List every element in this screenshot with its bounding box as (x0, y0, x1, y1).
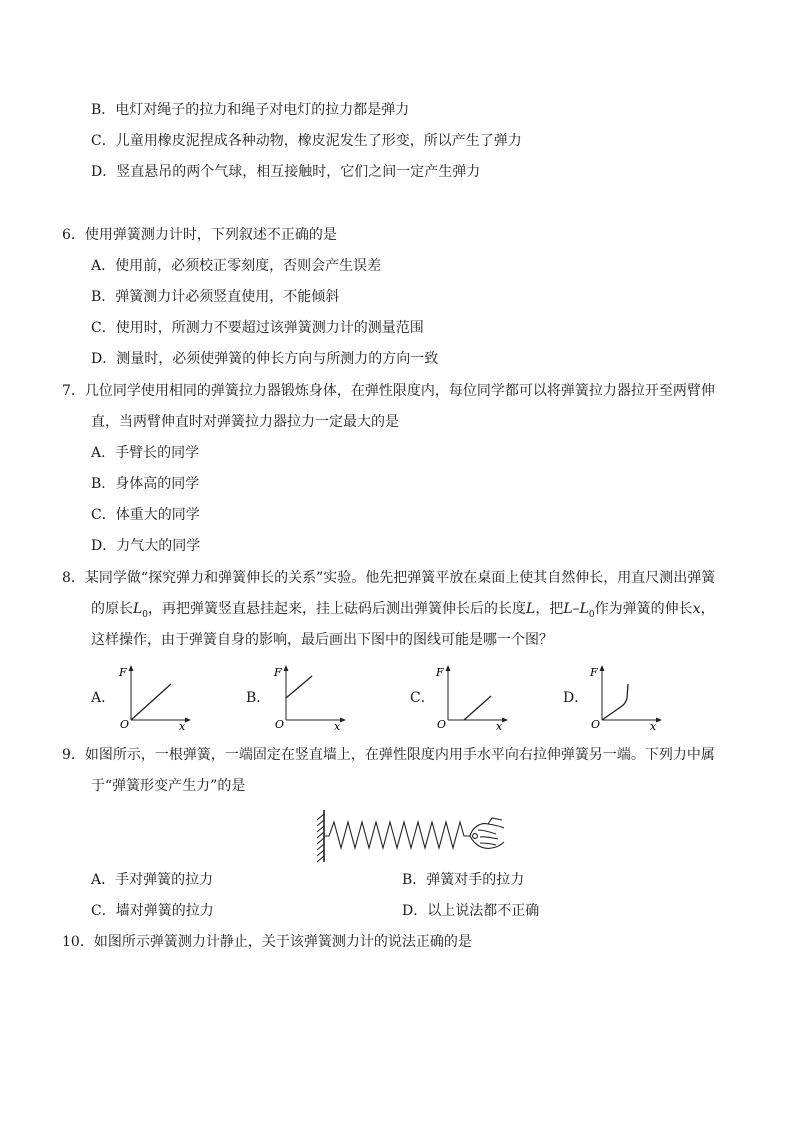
q8-text: ， (700, 601, 715, 617)
var-l: L (526, 601, 536, 617)
q8-stem-line3: 这样操作，由于弹簧自身的影响，最后画出下图中的图线可能是哪一个图？ (91, 632, 553, 648)
x-label: x (496, 720, 503, 730)
q6-option-d: D．测量时，必须使弹簧的伸长方向与所测力的方向一致 (91, 351, 439, 367)
origin-label: O (275, 718, 285, 730)
hand-icon (470, 818, 504, 848)
x-axis-arrow (502, 718, 508, 723)
spring-figure (312, 806, 508, 866)
q10-stem: 10．如图所示弹簧测力计静止，关于该弹簧测力计的说法正确的是 (62, 934, 472, 950)
q9-stem-line2: 于“弹簧形变产生力”的是 (91, 778, 246, 794)
q5-option-c: C．儿童用橡皮泥捏成各种动物，橡皮泥发生了形变，所以产生了弹力 (91, 133, 522, 149)
q9-option-d: D．以上说法都不正确 (402, 903, 540, 919)
graph-c-label: C． (410, 690, 435, 706)
q8-text: 的原长 (91, 601, 133, 617)
graph-a (115, 664, 195, 730)
x-axis-arrow (185, 718, 191, 723)
wall-hatching (317, 814, 324, 862)
sub-zero: 0 (588, 609, 595, 620)
q8-text: ，再把弹簧竖直悬挂起来，挂上砝码后测出弹簧伸长后的长度 (148, 601, 527, 617)
f-label: F (274, 666, 282, 679)
var-l0: L (133, 601, 143, 617)
graph-d-label: D． (563, 690, 589, 706)
q7-stem-line2: 直，当两臂伸直时对弹簧拉力器拉力一定最大的是 (91, 414, 399, 430)
q9-option-b: B．弹簧对手的拉力 (402, 872, 525, 888)
q8-text: 作为弹簧的伸长 (594, 601, 693, 617)
q9-option-a: A．手对弹簧的拉力 (91, 872, 214, 888)
f-label: F (436, 666, 444, 679)
q6-stem: 6．使用弹簧测力计时，下列叙述不正确的是 (62, 227, 337, 243)
q5-option-d: D．竖直悬吊的两个气球，相互接触时，它们之间一定产生弹力 (91, 164, 481, 180)
origin-label: O (437, 718, 447, 730)
x-axis-arrow (656, 718, 662, 723)
x-axis-arrow (340, 718, 346, 723)
f-label: F (590, 666, 598, 679)
q9-stem-line1: 9．如图所示，一根弹簧，一端固定在竖直墙上，在弹性限度内用手水平向右拉伸弹簧另一端。下列力中属 (62, 747, 715, 763)
x-label: x (334, 720, 341, 730)
q6-option-c: C．使用时，所测力不要超过该弹簧测力计的测量范围 (91, 320, 424, 336)
q5-option-b: B．电灯对绳子的拉力和绳子对电灯的拉力都是弹力 (91, 102, 410, 118)
graph-c (432, 664, 512, 730)
q6-option-a: A．使用前，必须校正零刻度，否则会产生误差 (91, 258, 382, 274)
q7-option-d: D．力气大的同学 (91, 538, 201, 554)
q7-stem-line1: 7．几位同学使用相同的弹簧拉力器锻炼身体，在弹性限度内，每位同学都可以将弹簧拉力器拉开至两臂伸 (62, 383, 715, 399)
x-label: x (650, 720, 657, 730)
y-axis-arrow (446, 665, 451, 671)
y-axis-arrow (284, 665, 289, 671)
graph-d (586, 664, 666, 730)
graph-line (131, 684, 171, 720)
y-axis-arrow (600, 665, 605, 671)
graph-line (286, 676, 312, 698)
q9-option-c: C．墙对弹簧的拉力 (91, 903, 214, 919)
q7-option-a: A．手臂长的同学 (91, 445, 200, 461)
graph-b-label: B． (246, 690, 271, 706)
origin-label: O (591, 718, 601, 730)
var-x: x (692, 601, 701, 617)
graph-line (464, 696, 491, 720)
q6-option-b: B．弹簧测力计必须竖直使用，不能倾斜 (91, 289, 340, 305)
f-label: F (119, 666, 127, 679)
graph-a-label: A． (91, 690, 116, 706)
q8-stem-line1: 8．某同学做“探究弹力和弹簧伸长的关系”实验。他先把弹簧平放在桌面上使其自然伸长，用直尺测出弹簧 (62, 570, 716, 586)
x-label: x (179, 720, 186, 730)
graph-curve (602, 684, 628, 720)
sub-zero: 0 (142, 609, 149, 620)
var-l-minus-l0: L–L (563, 601, 589, 617)
q7-option-b: B．身体高的同学 (91, 476, 200, 492)
spring (324, 822, 470, 848)
q7-option-c: C．体重大的同学 (91, 507, 200, 523)
origin-label: O (120, 718, 130, 730)
graph-b (270, 664, 350, 730)
q8-text: ，把 (535, 601, 564, 617)
q8-stem-line2 (91, 599, 715, 625)
y-axis-arrow (129, 665, 134, 671)
